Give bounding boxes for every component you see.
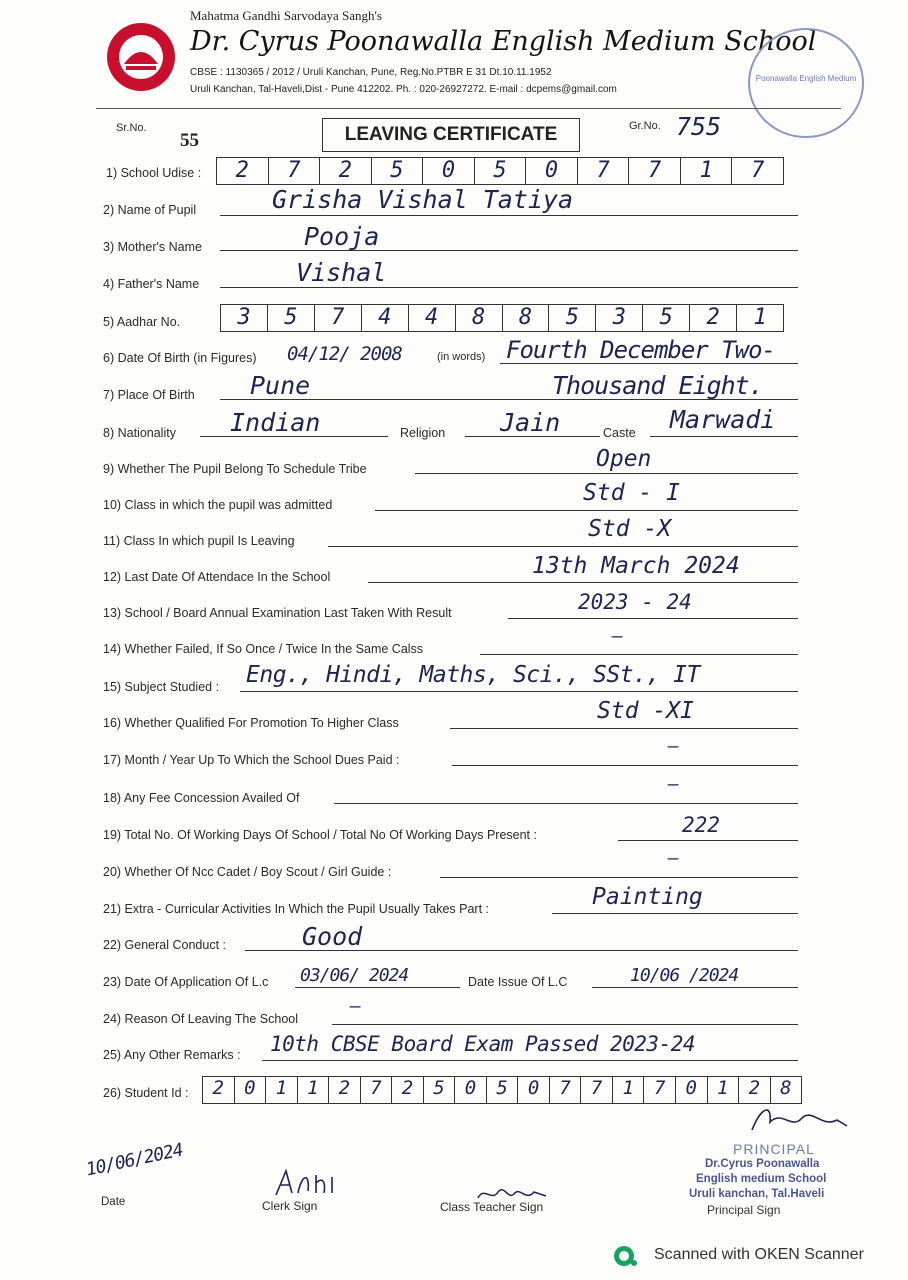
scanner-watermark: Scanned with OKEN Scanner — [654, 1246, 864, 1263]
aadhar-label: 5) Aadhar No. — [103, 315, 181, 329]
gr-no-value: 755 — [676, 112, 722, 141]
aadhar-boxes — [220, 304, 784, 332]
sr-no-label: Sr.No. — [116, 122, 147, 134]
aadhar-digit: 8 — [456, 305, 503, 331]
remarks-line — [262, 1060, 798, 1061]
mother-name-value: Pooja — [304, 222, 380, 251]
student-id-digit: 7 — [361, 1077, 393, 1103]
nationality-label: 8) Nationality — [103, 426, 176, 440]
father-name-value: Vishal — [296, 258, 387, 287]
student-id-digit: 8 — [780, 1077, 792, 1099]
principal-title: PRINCIPAL — [733, 1141, 815, 1157]
principal-sign-label: Principal Sign — [707, 1203, 781, 1217]
student-id-digit: 0 — [235, 1077, 267, 1103]
subject-line — [240, 691, 798, 692]
pupil-name-value: Grisha Vishal Tatiya — [272, 185, 574, 214]
dues-value: — — [668, 736, 679, 757]
student-id-digit: 2 — [739, 1077, 771, 1103]
admitted-label: 10) Class in which the pupil was admitted — [103, 498, 333, 512]
failed-line — [480, 654, 798, 655]
reason-value: — — [350, 996, 361, 1017]
gr-no-label: Gr.No. — [629, 120, 661, 132]
aadhar-digit: 5 — [643, 305, 690, 331]
reason-label: 24) Reason Of Leaving The School — [103, 1012, 299, 1026]
dues-line — [452, 765, 798, 766]
udise-digit: 7 — [578, 158, 630, 184]
student-id-digit: 0 — [518, 1077, 550, 1103]
issue-date-line — [592, 987, 798, 988]
udise-digit: 7 — [751, 158, 765, 183]
caste-label: Caste — [603, 426, 636, 440]
aadhar-digit: 4 — [362, 305, 409, 331]
aadhar-digit: 3 — [221, 305, 268, 331]
student-id-digit: 7 — [644, 1077, 676, 1103]
student-id-label: 26) Student Id : — [103, 1086, 189, 1100]
principal-stamp-line-1: Dr.Cyrus Poonawalla — [705, 1158, 820, 1170]
extra-curricular-line — [552, 913, 798, 914]
exam-label: 13) School / Board Annual Examination Last Taken With Result — [103, 606, 452, 620]
extra-curricular-label: 21) Extra - Curricular Activities In Which the Pupil Usually Takes Part : — [103, 902, 490, 916]
stamp-text: Poonawalla English Medium — [755, 74, 857, 83]
school-logo — [104, 20, 178, 94]
udise-digit: 7 — [269, 158, 321, 184]
dob-figures-value: 04/12/ 2008 — [287, 343, 402, 365]
fee-concession-line — [334, 803, 798, 804]
working-days-line — [618, 840, 798, 841]
father-name-line — [220, 287, 798, 288]
mother-name-label: 3) Mother's Name — [103, 240, 202, 254]
student-id-digit: 5 — [424, 1077, 456, 1103]
fee-concession-value: — — [668, 774, 679, 795]
student-id-digit: 1 — [708, 1077, 740, 1103]
caste-line — [650, 436, 798, 437]
application-date-line — [295, 987, 460, 988]
extra-curricular-value: Painting — [592, 884, 703, 910]
aadhar-digit: 5 — [549, 305, 596, 331]
aadhar-digit: 2 — [690, 305, 737, 331]
reason-line — [332, 1024, 798, 1025]
student-id-digit: 1 — [298, 1077, 330, 1103]
conduct-value: Good — [302, 922, 363, 951]
dob-words-label: (in words) — [437, 351, 486, 363]
dob-words-value-1: Fourth December Two- — [506, 336, 775, 364]
exam-line — [508, 618, 798, 619]
student-id-digit: 2 — [329, 1077, 361, 1103]
issue-date-label: Date Issue Of L.C — [468, 975, 568, 989]
sangh-name: Mahatma Gandhi Sarvodaya Sangh's — [190, 8, 382, 23]
address-line: Uruli Kanchan, Tal-Haveli,Dist - Pune 412202. Ph. : 020-26927272. E-mail : dcpems@gmail.com — [190, 84, 617, 95]
udise-digit: 0 — [423, 158, 475, 184]
tribe-line — [415, 473, 798, 474]
student-id-digit: 1 — [613, 1077, 645, 1103]
principal-signature — [742, 1100, 852, 1140]
caste-value: Marwadi — [670, 405, 776, 434]
student-id-digit: 0 — [455, 1077, 487, 1103]
dob-label: 6) Date Of Birth (in Figures) — [103, 351, 257, 365]
issue-date-value: 10/06 /2024 — [630, 965, 739, 986]
udise-digit: 5 — [475, 158, 527, 184]
subject-label: 15) Subject Studied : — [103, 680, 220, 694]
tribe-label: 9) Whether The Pupil Belong To Schedule Tribe — [103, 462, 367, 476]
pob-label: 7) Place Of Birth — [103, 388, 195, 402]
udise-digit: 7 — [629, 158, 681, 184]
ncc-label: 20) Whether Of Ncc Cadet / Boy Scout / Girl Guide : — [103, 865, 392, 879]
aadhar-digit: 8 — [503, 305, 550, 331]
failed-label: 14) Whether Failed, If So Once / Twice In the Same Calss — [103, 642, 424, 656]
udise-digit: 2 — [320, 158, 372, 184]
class-teacher-sign-label: Class Teacher Sign — [440, 1200, 544, 1214]
promotion-value: Std -XI — [597, 698, 694, 724]
udise-digit: 5 — [372, 158, 424, 184]
student-id-digit: 5 — [487, 1077, 519, 1103]
pupil-name-label: 2) Name of Pupil — [103, 203, 197, 217]
aadhar-digit: 5 — [268, 305, 315, 331]
student-id-digit: 7 — [581, 1077, 613, 1103]
promotion-label: 16) Whether Qualified For Promotion To Higher Class — [103, 716, 399, 730]
tribe-value: Open — [596, 446, 652, 472]
working-days-value: 222 — [682, 813, 720, 837]
leaving-line — [328, 546, 798, 547]
subject-value: Eng., Hindi, Maths, Sci., SSt., IT — [246, 662, 700, 688]
aadhar-digit: 1 — [753, 305, 767, 330]
failed-value: — — [612, 626, 623, 647]
ncc-line — [440, 877, 798, 878]
dob-words-value-2: Thousand Eight. — [552, 371, 763, 400]
attendance-label: 12) Last Date Of Attendace In the School — [103, 570, 331, 584]
attendance-value: 13th March 2024 — [532, 553, 740, 579]
ncc-value: — — [668, 848, 679, 869]
leaving-label: 11) Class In which pupil Is Leaving — [103, 534, 295, 548]
nationality-value: Indian — [230, 408, 321, 437]
student-id-digit: 2 — [203, 1077, 235, 1103]
application-date-value: 03/06/ 2024 — [300, 965, 409, 986]
conduct-label: 22) General Conduct : — [103, 938, 226, 952]
student-id-digit: 7 — [550, 1077, 582, 1103]
working-days-label: 19) Total No. Of Working Days Of School / Total No Of Working Days Present : — [103, 828, 537, 842]
leaving-value: Std -X — [588, 516, 672, 542]
attendance-line — [368, 582, 798, 583]
aadhar-digit: 7 — [315, 305, 362, 331]
udise-boxes — [216, 157, 784, 185]
admitted-value: Std - I — [583, 480, 680, 506]
certificate-title: LEAVING CERTIFICATE — [322, 118, 580, 152]
religion-value: Jain — [500, 408, 561, 437]
admitted-line — [375, 510, 798, 511]
principal-stamp-line-3: Uruli kanchan, Tal.Haveli — [689, 1188, 825, 1200]
principal-stamp-line-2: English medium School — [696, 1173, 827, 1185]
cbse-line: CBSE : 1130365 / 2012 / Uruli Kanchan, Pune, Reg.No.PTBR E 31 Dt.10.11.1952 — [190, 67, 552, 78]
promotion-line — [450, 728, 798, 729]
pupil-name-line — [220, 215, 798, 216]
footer-date-value: 10/06/2024 — [84, 1139, 185, 1181]
udise-digit: 0 — [526, 158, 578, 184]
exam-value: 2023 - 24 — [578, 590, 692, 614]
religion-label: Religion — [400, 426, 446, 440]
pob-value: Pune — [250, 371, 311, 400]
scanner-icon — [612, 1243, 638, 1269]
remarks-label: 25) Any Other Remarks : — [103, 1048, 241, 1062]
student-id-digit: 2 — [392, 1077, 424, 1103]
school-name: Dr. Cyrus Poonawalla English Medium School — [190, 26, 817, 57]
aadhar-digit: 4 — [409, 305, 456, 331]
clerk-signature — [266, 1163, 346, 1203]
clerk-sign-label: Clerk Sign — [262, 1199, 318, 1213]
student-id-boxes — [202, 1076, 802, 1104]
aadhar-digit: 3 — [596, 305, 643, 331]
dues-label: 17) Month / Year Up To Which the School Dues Paid : — [103, 753, 400, 767]
father-name-label: 4) Father's Name — [103, 277, 200, 291]
application-date-label: 23) Date Of Application Of L.c — [103, 975, 269, 989]
udise-digit: 2 — [217, 158, 269, 184]
header-divider — [96, 108, 841, 109]
student-id-digit: 0 — [676, 1077, 708, 1103]
fee-concession-label: 18) Any Fee Concession Availed Of — [103, 791, 300, 805]
sr-no-value: 55 — [180, 130, 199, 151]
udise-digit: 1 — [681, 158, 733, 184]
udise-label: 1) School Udise : — [106, 166, 202, 180]
remarks-value: 10th CBSE Board Exam Passed 2023-24 — [270, 1032, 696, 1056]
student-id-digit: 1 — [266, 1077, 298, 1103]
footer-date-label: Date — [101, 1196, 126, 1208]
school-stamp — [748, 28, 864, 138]
